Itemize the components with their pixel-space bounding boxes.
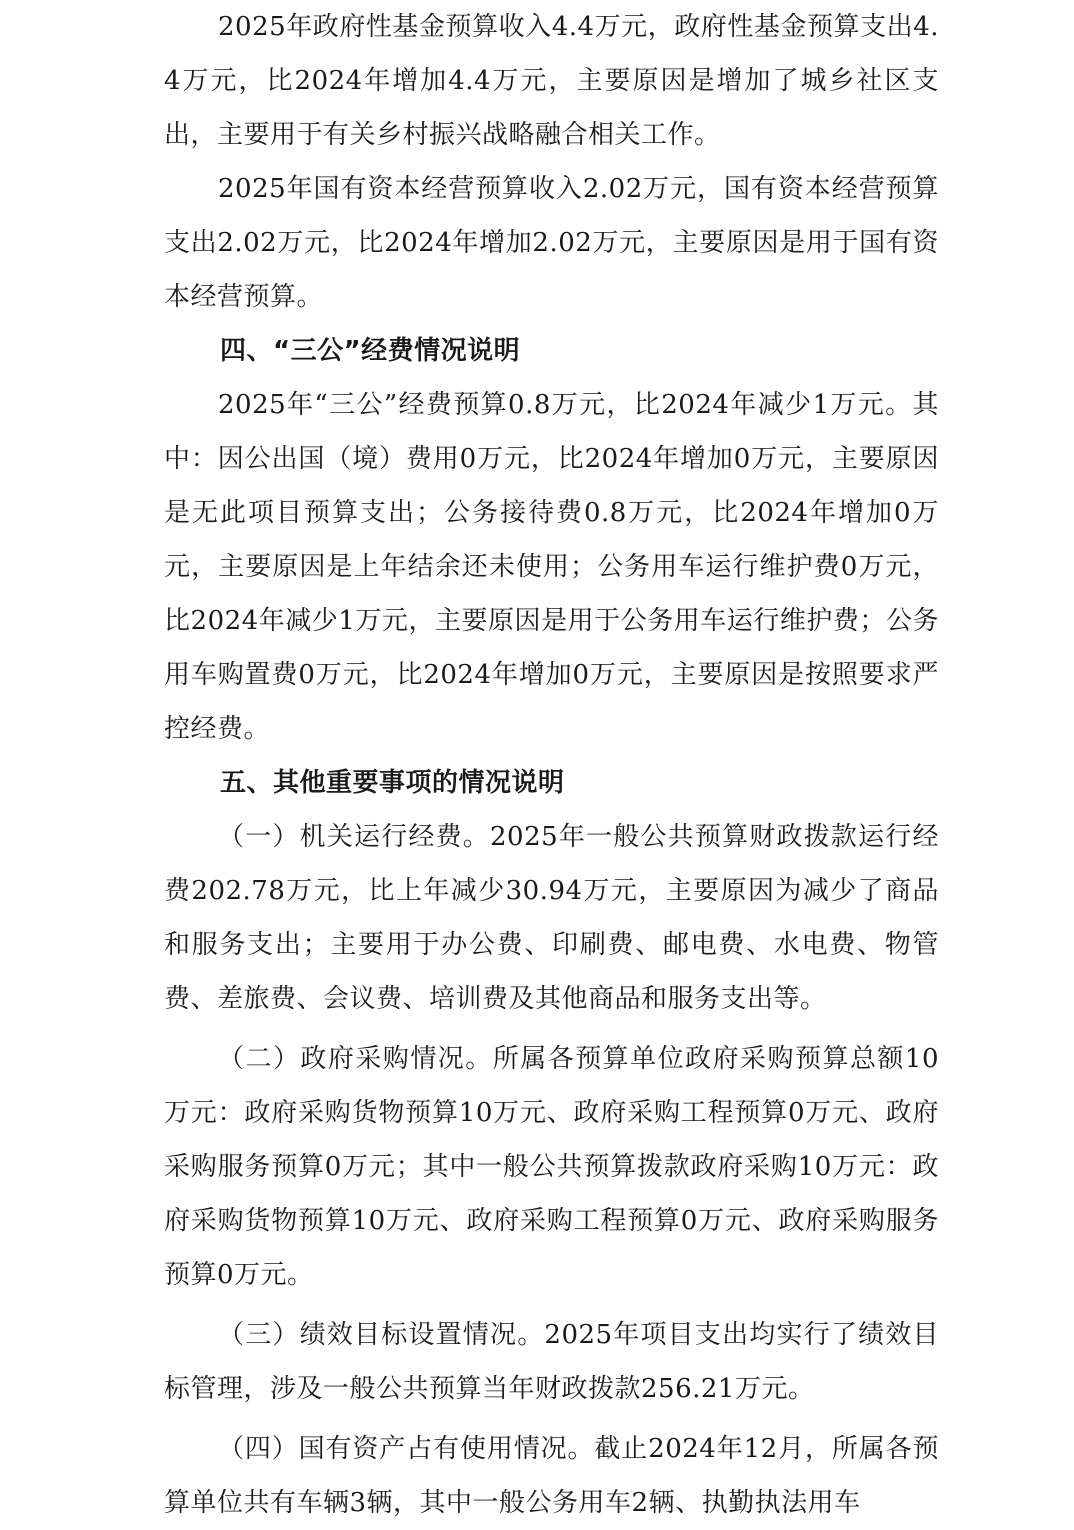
paragraph-government-procurement: （二）政府采购情况。所属各预算单位政府采购预算总额10万元：政府采购货物预算10万元、政府采购工程预算0万元、政府采购服务预算0万元；其中一般公共预算拨款政府采购10万元：政府采购货物预算10万元、政府采购工程预算0万元、政府采购服务预算0万元。 [164, 1044, 939, 1290]
paragraph-operating-expenses: （一）机关运行经费。2025年一般公共预算财政拨款运行经费202.78万元，比上年减少30.94万元，主要原因为减少了商品和服务支出；主要用于办公费、印刷费、邮电费、水电费、物管费、差旅费、会议费、培训费及其他商品和服务支出等。 [164, 822, 939, 1014]
paragraph-state-assets: （四）国有资产占有使用情况。截止2024年12月，所属各预算单位共有车辆3辆，其中一般公务用车2辆、执勤执法用车 [164, 1434, 939, 1518]
paragraph-three-public-expenses: 2025年“三公”经费预算0.8万元，比2024年减少1万元。其中：因公出国（境）费用0万元，比2024年增加0万元，主要原因是无此项目预算支出；公务接待费0.8万元，比2024年增加0万元，主要原因是上年结余还未使用；公务用车运行维护费0万元，比2024年减少1万元，主要原因是用于公务用车运行维护费；公务用车购置费0万元，比2024年增加0万元，主要原因是按照要求严控经费。 [164, 390, 939, 744]
paragraph-performance-targets: （三）绩效目标设置情况。2025年项目支出均实行了绩效目标管理，涉及一般公共预算当年财政拨款256.21万元。 [164, 1320, 939, 1404]
paragraph-fund-budget: 2025年政府性基金预算收入4.4万元，政府性基金预算支出4.4万元，比2024年增加4.4万元，主要原因是增加了城乡社区支出，主要用于有关乡村振兴战略融合相关工作。 [164, 12, 939, 150]
paragraph-state-capital-budget: 2025年国有资本经营预算收入2.02万元，国有资本经营预算支出2.02万元，比2024年增加2.02万元，主要原因是用于国有资本经营预算。 [164, 174, 939, 312]
section-heading-three-public: 四、“三公”经费情况说明 [220, 336, 521, 366]
section-heading-other-matters: 五、其他重要事项的情况说明 [220, 768, 565, 798]
document-page [164, 0, 939, 1530]
